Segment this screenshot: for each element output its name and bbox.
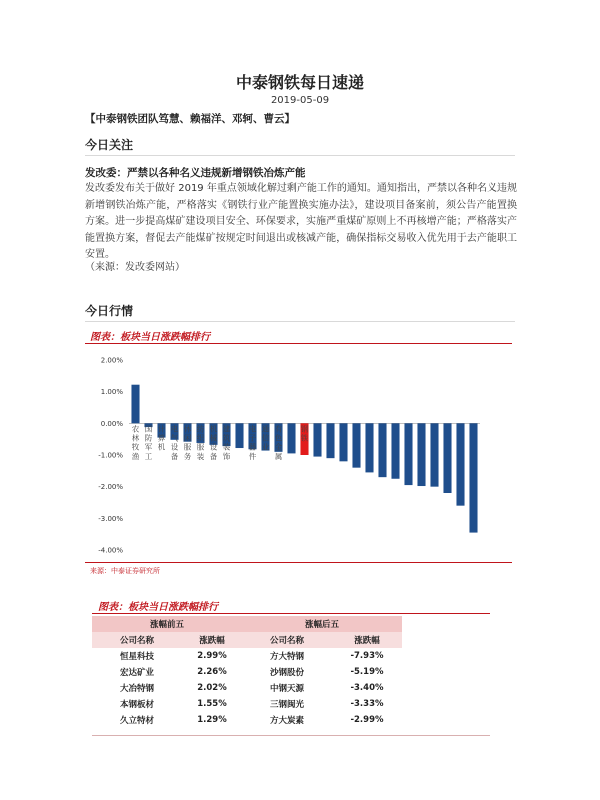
section-title-focus: 今日关注 (85, 138, 134, 152)
y-tick-label: -3.00% (98, 514, 123, 523)
x-category-label: 休闲服务 (183, 424, 192, 461)
y-tick-label: 0.00% (100, 419, 123, 428)
loser-name: 方大炭素 (269, 716, 304, 726)
y-tick-label: -2.00% (98, 483, 123, 492)
x-category-label: 建筑装饰 (222, 424, 231, 461)
x-category-label: 纺织服装 (196, 424, 205, 461)
table-caption-rule (92, 613, 490, 614)
x-category-label: 有色金属 (274, 424, 283, 461)
sector-bar (235, 423, 243, 448)
sector-bar (313, 423, 321, 456)
x-category-label: 农林牧渔 (131, 424, 140, 461)
sector-bar (391, 423, 399, 478)
losers-header: 涨幅后五 (304, 620, 339, 630)
table-header-row (92, 616, 402, 632)
sector-bar (443, 423, 451, 493)
col-change: 涨跌幅 (354, 636, 380, 646)
sector-bar (287, 423, 295, 453)
gainer-pct: 2.02% (197, 683, 227, 693)
sector-bar (404, 423, 412, 485)
x-category-label: 电子器件 (248, 424, 257, 461)
gainer-name: 久立特材 (119, 716, 154, 726)
section-title-market: 今日行情 (85, 304, 134, 318)
loser-name: 三钢闽光 (269, 700, 304, 710)
section-divider (85, 155, 515, 156)
gainer-name: 恒星科技 (119, 652, 154, 662)
y-tick-label: -1.00% (98, 451, 123, 460)
sector-bar (456, 423, 464, 505)
chart-caption: 图表：板块当日涨跌幅排行 (90, 332, 210, 343)
table-caption: 图表：板块当日涨跌幅排行 (98, 602, 218, 613)
news-headline: 发改委：严禁以各种名义违规新增钢铁冶炼产能 (85, 167, 306, 179)
gainers-header: 涨幅前五 (149, 620, 184, 630)
news-body: 发改委发布关于做好 2019 年重点领域化解过剩产能工作的通知。通知指出，严禁以各种名义违规新增钢铁冶炼产能，严格落实《钢铁行业产能置换实施办法》，建设项目备案前，须公告产能置换方案。进一步提高煤矿建设项目安全、环保要求，实施严重煤矿原则上不再核增产能；严格落实产能置换方案，督促去产能煤矿按规定时间退出或核减产能，确保指标交易收入优先用于去产能职工安置。 (85, 183, 517, 260)
y-tick-label: 1.00% (100, 388, 123, 397)
news-source: （来源：发改委网站） (85, 262, 185, 273)
sector-bar (365, 423, 373, 472)
table-row (92, 680, 402, 696)
chart-caption-rule (85, 343, 512, 344)
chart-source: 来源：中泰证券研究所 (90, 567, 160, 575)
loser-pct: -7.93% (350, 651, 384, 661)
table-row (92, 696, 402, 712)
table-subheader-row (92, 632, 402, 648)
sector-bar (469, 423, 477, 532)
col-company: 公司名称 (269, 636, 304, 646)
sector-bar (131, 385, 139, 424)
x-category-label: 通信业 (261, 424, 270, 452)
sector-bar (378, 423, 386, 477)
loser-name: 方大特钢 (269, 652, 304, 662)
team-line: 【中泰钢铁团队笃慧、赖福洋、邓轲、曹云】 (85, 113, 295, 125)
gainer-pct: 2.99% (197, 651, 227, 661)
sector-change-bar-chart (85, 350, 512, 562)
gainer-pct: 1.29% (197, 715, 227, 725)
gainer-pct: 1.55% (197, 699, 227, 709)
gainer-name: 宏达矿业 (119, 668, 154, 678)
gainer-name: 本钢板材 (119, 700, 154, 710)
loser-pct: -3.40% (350, 683, 384, 693)
y-tick-label: -4.00% (98, 546, 123, 555)
sector-bar (326, 423, 334, 458)
chart-bottom-rule (85, 562, 512, 563)
table-row (92, 664, 402, 680)
loser-name: 中钢天源 (269, 684, 304, 694)
section-divider (85, 321, 515, 322)
table-row (92, 712, 402, 728)
loser-pct: -5.19% (350, 667, 384, 677)
report-date: 2019-05-09 (270, 95, 330, 106)
sector-bar (352, 423, 360, 467)
table-bottom-rule (92, 735, 490, 736)
table-row (92, 648, 402, 664)
loser-name: 沙钢股份 (269, 668, 304, 678)
loser-pct: -2.99% (350, 715, 384, 725)
loser-pct: -3.33% (350, 699, 384, 709)
gainer-pct: 2.26% (197, 667, 227, 677)
x-category-label: 电气设备 (170, 424, 179, 461)
sector-bar (339, 423, 347, 461)
col-change: 涨跌幅 (199, 636, 225, 646)
x-category-label: 计算机 (157, 424, 166, 452)
movers-table (92, 616, 402, 728)
sector-bar (417, 423, 425, 486)
movers-table-wrap (92, 616, 402, 728)
col-company: 公司名称 (119, 636, 154, 646)
gainer-name: 大冶特钢 (119, 684, 154, 694)
x-category-label: 钢铁 (300, 424, 309, 443)
report-title: 中泰钢铁每日速递 (235, 73, 364, 92)
x-category-label: 国防军工 (144, 424, 153, 461)
x-category-label: 机械设备 (209, 424, 218, 461)
sector-bar (430, 423, 438, 486)
y-tick-label: 2.00% (100, 356, 123, 365)
